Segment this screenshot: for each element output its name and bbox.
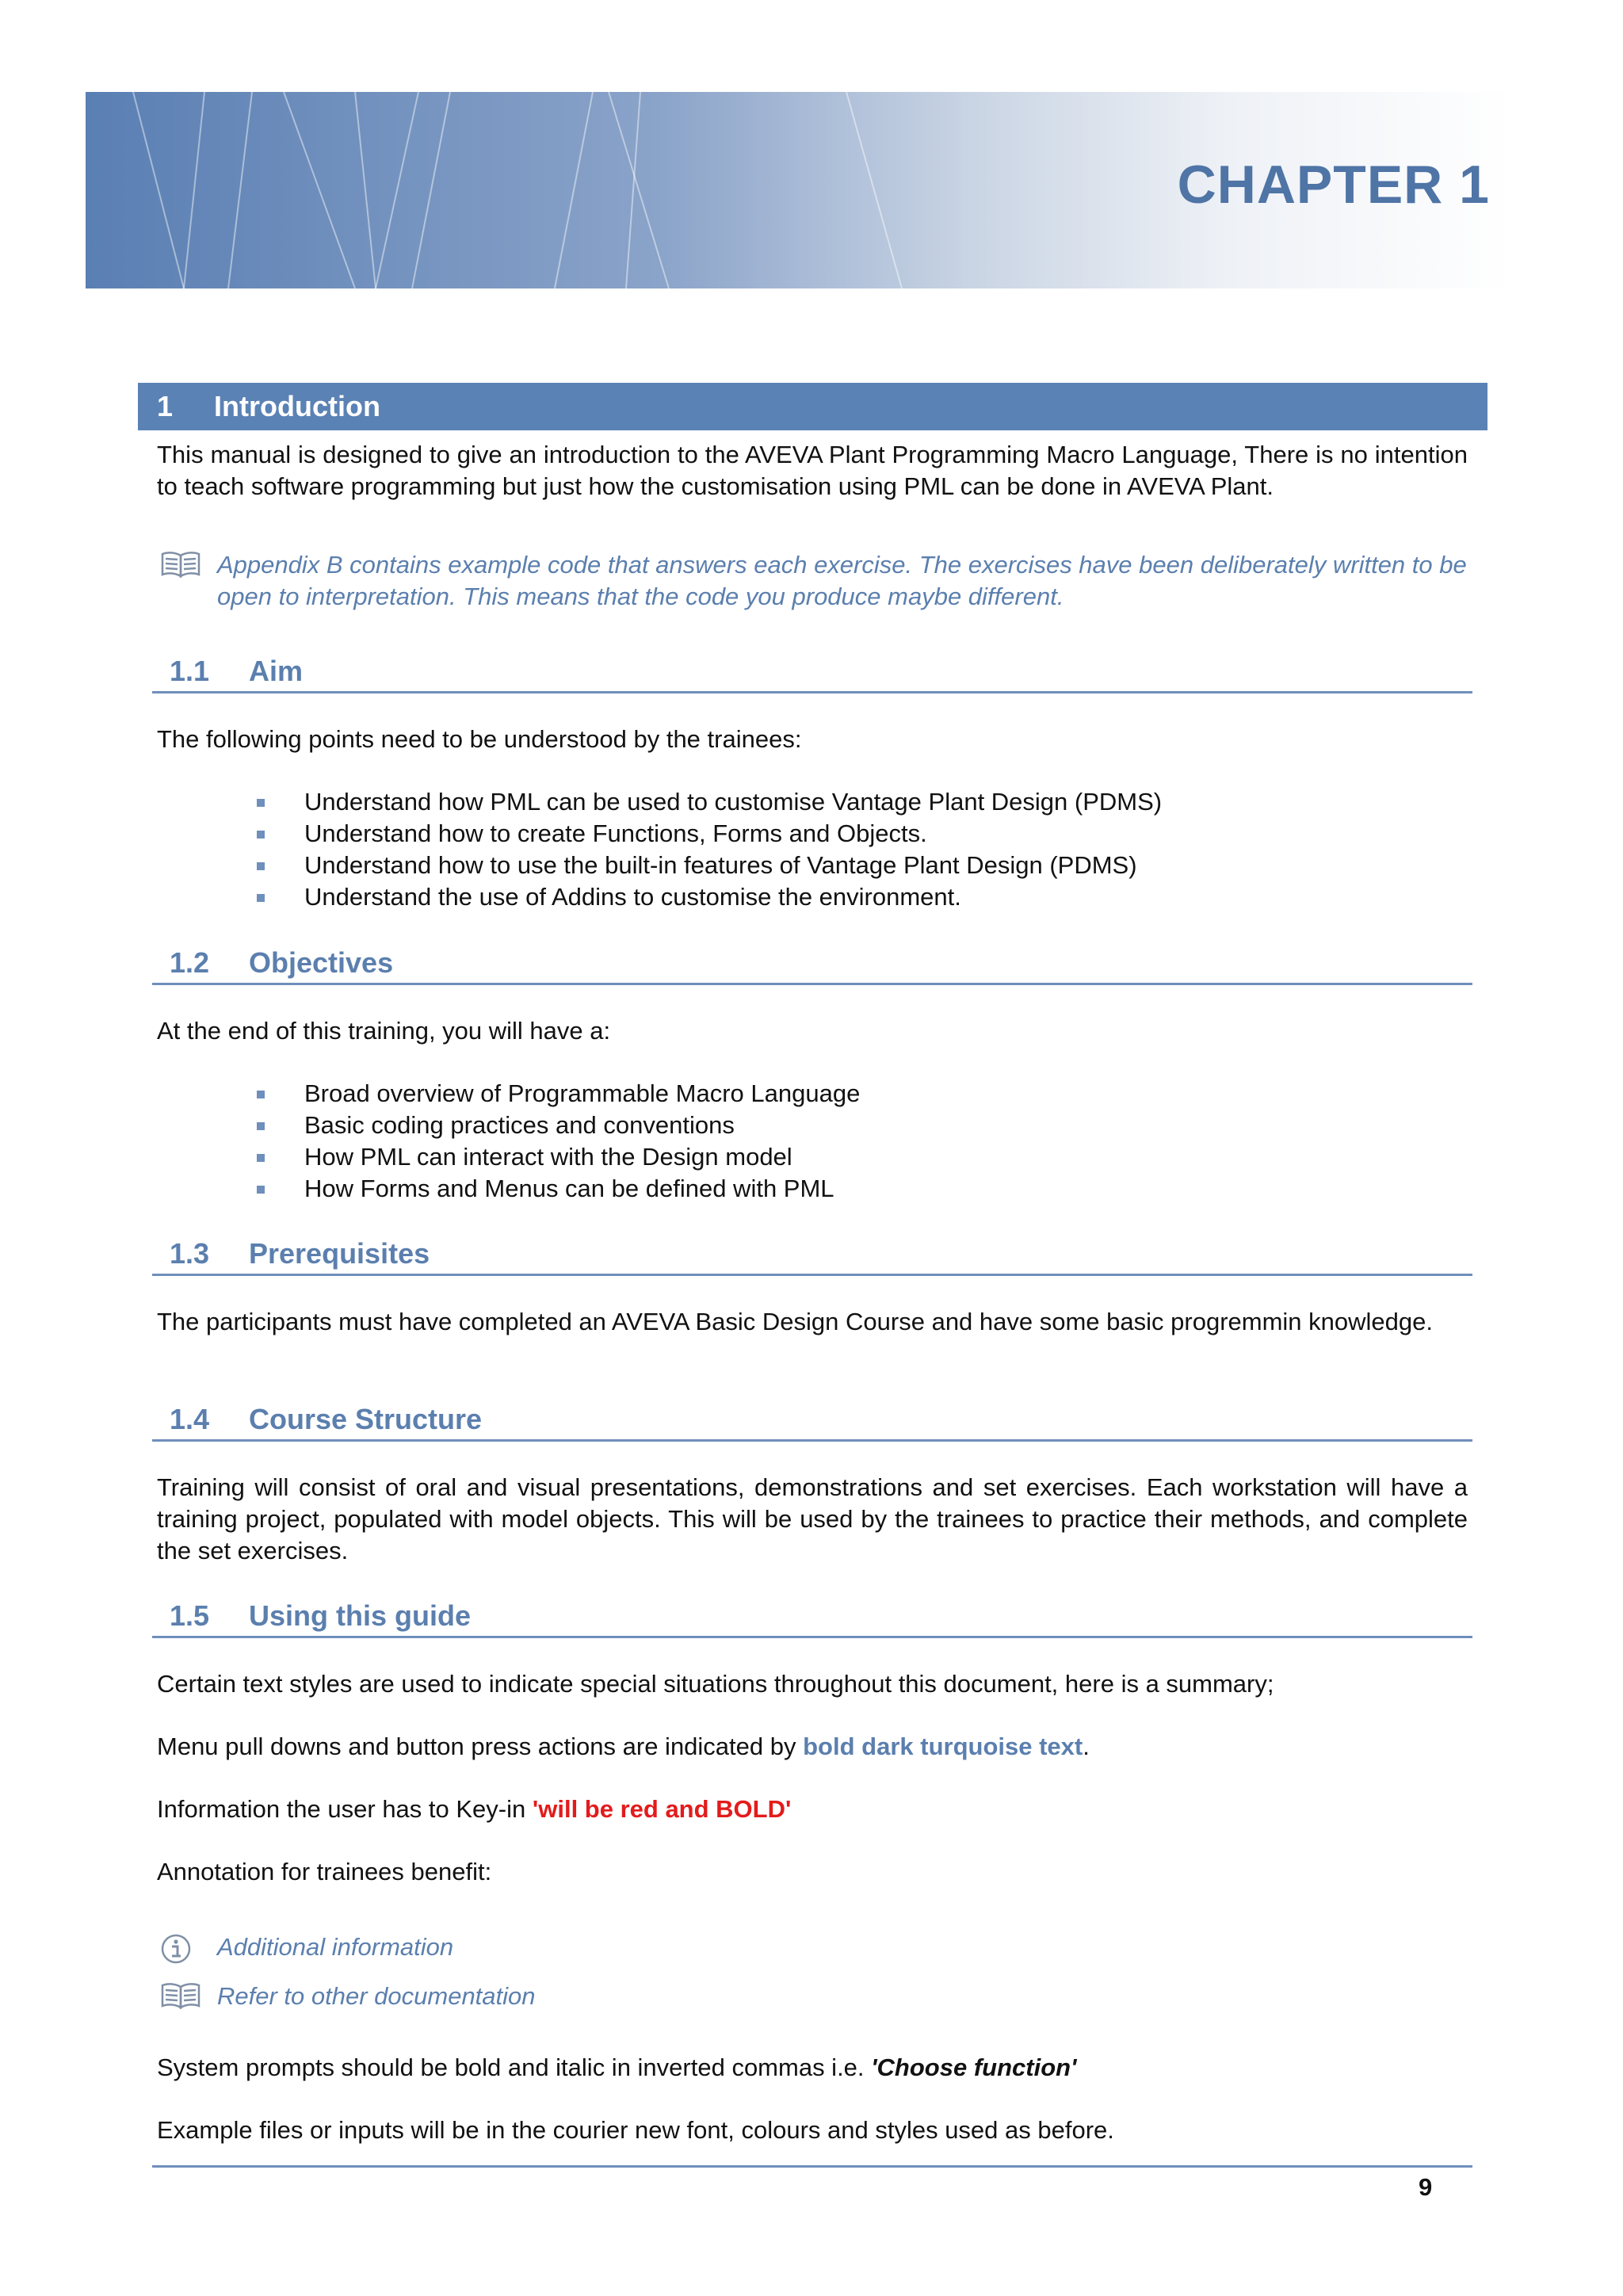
menu-style-end: .	[1083, 1733, 1090, 1760]
section-title: Introduction	[214, 390, 380, 422]
subsection-number: 1.5	[170, 1599, 210, 1632]
list-item: How Forms and Menus can be defined with PML	[254, 1173, 860, 1205]
subsection-title: Course Structure	[249, 1403, 483, 1435]
section-number: 1	[157, 390, 174, 422]
refer-note-text: Refer to other documentation	[217, 1982, 536, 2010]
subsection-title: Prerequisites	[249, 1237, 430, 1270]
subsection-title: Aim	[249, 655, 304, 687]
intro-paragraph: This manual is designed to give an introduction to the AVEVA Plant Programming Macro Language, There is no intention to teach software programming but just how the customisation using PML can be done in AVEVA Plant.	[157, 441, 1468, 500]
annotation-line: Annotation for trainees benefit:	[157, 1858, 492, 1885]
keyin-style-line	[157, 1794, 1468, 1825]
example-files-line: Example files or inputs will be in the courier new font, colours and styles used as before.	[157, 2116, 1114, 2144]
subsection-title: Using this guide	[249, 1599, 472, 1632]
list-item: Understand how PML can be used to customise Vantage Plant Design (PDMS)	[254, 786, 1162, 818]
subsection-objectives-heading	[152, 943, 1472, 985]
list-item: Understand how to use the built-in features of Vantage Plant Design (PDMS)	[254, 850, 1162, 881]
list-item: How PML can interact with the Design model	[254, 1141, 860, 1173]
refer-note	[157, 1981, 1472, 2012]
course-structure-text: Training will consist of oral and visual presentations, demonstrations and set exercises. Each workstation will have a training project, populated with model objects. This will be used by the trainees to practice their methods, and complete the set exercises.	[157, 1473, 1468, 1564]
info-icon	[160, 1933, 195, 1973]
appendix-note	[157, 549, 1472, 613]
prompts-example: 'Choose function'	[871, 2053, 1077, 2081]
list-item: Understand the use of Addins to customise the environment.	[254, 881, 1162, 913]
list-item: Understand how to create Functions, Forms and Objects.	[254, 818, 1162, 850]
menu-style-highlight: bold dark turquoise text	[803, 1733, 1083, 1760]
book-icon	[160, 551, 201, 587]
subsection-title: Objectives	[249, 946, 394, 979]
list-item: Broad overview of Programmable Macro Language	[254, 1078, 860, 1110]
keyin-style-highlight: 'will be red and BOLD'	[532, 1795, 792, 1823]
chapter-banner	[86, 92, 1512, 288]
subsection-number: 1.3	[170, 1237, 210, 1270]
info-note-text: Additional information	[217, 1933, 454, 1961]
list-item: Basic coding practices and conventions	[254, 1110, 860, 1141]
aim-list	[254, 786, 1162, 913]
aim-lead: The following points need to be understood by the trainees:	[157, 725, 802, 753]
appendix-note-text: Appendix B contains example code that answers each exercise. The exercises have been deliberately written to be open to interpretation. This means that the code you produce maybe different.	[217, 551, 1467, 610]
objectives-list	[254, 1078, 860, 1205]
prompts-line	[157, 2052, 1468, 2084]
book-icon	[160, 1982, 201, 2019]
page-number: 9	[1419, 2173, 1433, 2201]
prompts-text: System prompts should be bold and italic in inverted commas i.e.	[157, 2053, 872, 2081]
menu-style-text: Menu pull downs and button press actions are indicated by	[157, 1733, 804, 1760]
subsection-prerequisites-heading	[152, 1234, 1472, 1276]
subsection-guide-heading	[152, 1596, 1472, 1638]
subsection-course-structure-heading	[152, 1400, 1472, 1442]
chapter-title: CHAPTER 1	[1177, 155, 1490, 215]
subsection-aim-heading	[152, 651, 1472, 693]
info-note	[157, 1931, 1472, 1963]
guide-summary: Certain text styles are used to indicate special situations throughout this document, here is a summary;	[157, 1670, 1274, 1698]
objectives-lead: At the end of this training, you will have a:	[157, 1017, 611, 1045]
subsection-number: 1.4	[170, 1403, 210, 1435]
section-heading	[138, 383, 1487, 430]
keyin-style-text: Information the user has to Key-in	[157, 1795, 533, 1823]
prerequisites-text: The participants must have completed an AVEVA Basic Design Course and have some basic progremmin knowledge.	[157, 1308, 1433, 1335]
subsection-number: 1.1	[170, 655, 210, 687]
subsection-number: 1.2	[170, 946, 210, 979]
menu-style-line	[157, 1731, 1468, 1763]
footer-divider	[152, 2165, 1472, 2168]
